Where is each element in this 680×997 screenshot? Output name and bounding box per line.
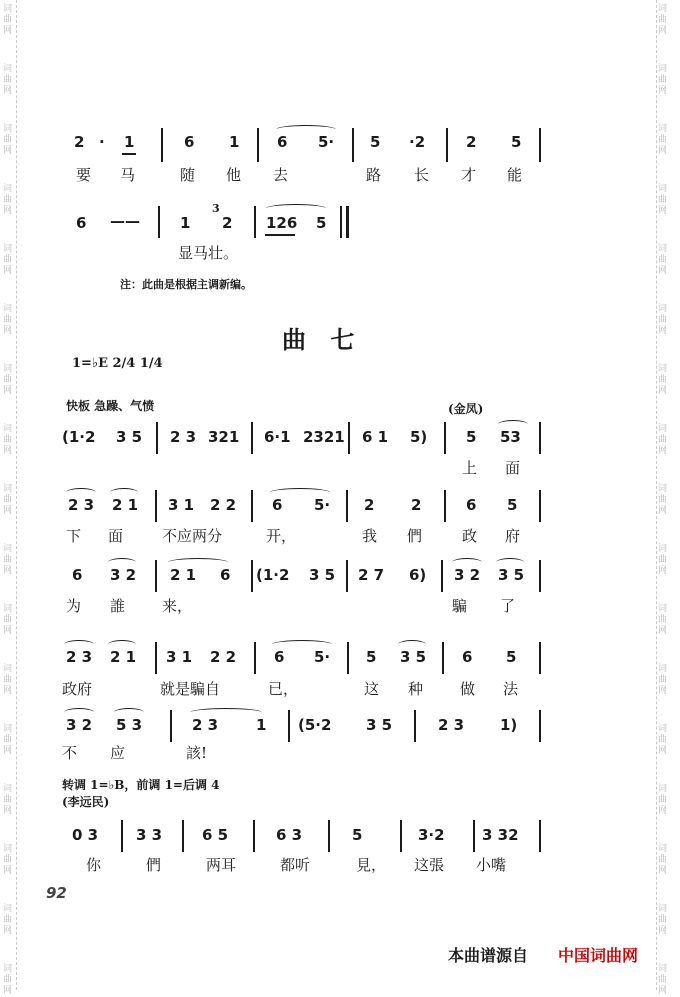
watermark-text: 词 曲 网	[3, 784, 13, 816]
note: 5)	[410, 428, 428, 446]
lyric: 路	[366, 166, 382, 184]
lyric: 面	[505, 459, 521, 477]
note: 53	[500, 428, 521, 446]
note: 3 5	[309, 566, 336, 584]
lyric: 小嘴	[476, 856, 507, 874]
lyric: 长	[414, 166, 430, 184]
note: 6	[72, 566, 83, 584]
note: 3·2	[418, 826, 445, 844]
note: 2 2	[210, 496, 237, 514]
watermark-text: 词 曲 网	[3, 604, 13, 636]
watermark-text: 词 曲 网	[658, 544, 668, 576]
lyric: 誰	[110, 597, 126, 615]
watermark-text: 词 曲 网	[3, 664, 13, 696]
note: 3 5	[366, 716, 393, 734]
lyric: 你	[86, 856, 102, 874]
lyric: 要	[76, 166, 92, 184]
watermark-text: 词 曲 网	[658, 664, 668, 696]
note: 0 3	[72, 826, 99, 844]
note: 6·1	[264, 428, 291, 446]
note: 6	[272, 496, 283, 514]
note: 2 1	[170, 566, 197, 584]
note: 5	[466, 428, 477, 446]
note: 2 3	[170, 428, 197, 446]
note: 3 32	[482, 826, 519, 844]
note: 5	[316, 214, 327, 232]
lyric: 下	[66, 527, 82, 545]
right-watermark-strip	[656, 0, 671, 996]
watermark-text: 词 曲 网	[658, 484, 668, 516]
note: ·	[99, 133, 105, 151]
left-watermark-strip	[2, 0, 17, 996]
watermark-text: 词 曲 网	[3, 544, 13, 576]
watermark-text: 词 曲 网	[658, 604, 668, 636]
lyric: 这	[364, 680, 380, 698]
modulation-note: 转调 1=♭B，前调 1=后调 4	[62, 778, 220, 792]
watermark-text: 词 曲 网	[658, 364, 668, 396]
watermark-text: 词 曲 网	[658, 124, 668, 156]
note: 3 2	[66, 716, 93, 734]
watermark-text: 词 曲 网	[3, 64, 13, 96]
note: 2	[222, 214, 233, 232]
dash: ——	[110, 212, 140, 230]
lyric: 为	[66, 597, 82, 615]
watermark-text: 词 曲 网	[3, 244, 13, 276]
lyric: 才	[461, 166, 477, 184]
lyric: 来，	[162, 597, 193, 615]
note: 5·	[314, 648, 331, 666]
watermark-text: 词 曲 网	[3, 844, 13, 876]
role-label: (金凤)	[448, 402, 484, 416]
note: 6	[274, 648, 285, 666]
watermark-text: 词 曲 网	[3, 184, 13, 216]
note: 2321	[303, 428, 345, 446]
lyric: 該!	[186, 744, 208, 762]
watermark-text: 词 曲 网	[3, 724, 13, 756]
note: (5·2	[298, 716, 332, 734]
note: 2 2	[210, 648, 237, 666]
note: 6 3	[276, 826, 303, 844]
lyric: 騙	[452, 597, 468, 615]
lyric: 面	[108, 527, 124, 545]
lyric: 都听	[280, 856, 311, 874]
song-title: 曲 七	[282, 325, 363, 354]
end-barline	[346, 206, 349, 238]
watermark-text: 词 曲 网	[658, 964, 668, 996]
watermark-text: 词 曲 网	[3, 124, 13, 156]
note: 5	[352, 826, 363, 844]
lyric: 开，	[266, 527, 297, 545]
note: 2	[411, 496, 422, 514]
note: 3 3	[136, 826, 163, 844]
note: 5·	[318, 133, 335, 151]
note: 5	[370, 133, 381, 151]
note: 6	[462, 648, 473, 666]
lyric: 見，	[356, 856, 387, 874]
barline	[257, 128, 259, 162]
watermark-text: 词 曲 网	[658, 424, 668, 456]
watermark-text: 词 曲 网	[658, 844, 668, 876]
lyric: 两耳	[206, 856, 237, 874]
note: 5·	[314, 496, 331, 514]
note: 3 2	[110, 566, 137, 584]
lyric: 种	[408, 680, 424, 698]
watermark-text: 词 曲 网	[658, 724, 668, 756]
barline	[352, 128, 354, 162]
lyric: 不	[62, 744, 78, 762]
lyric: 上	[462, 459, 478, 477]
lyric: 能	[507, 166, 523, 184]
barline	[539, 128, 541, 162]
note: 2 1	[112, 496, 139, 514]
watermark-text: 词 曲 网	[3, 304, 13, 336]
note: 5	[506, 648, 517, 666]
note: 2 3	[66, 648, 93, 666]
site-link[interactable]: 中国词曲网	[558, 946, 639, 965]
lyric: 这張	[414, 856, 445, 874]
note: 5	[507, 496, 518, 514]
lyric: 政府	[62, 680, 93, 698]
watermark-text: 词 曲 网	[658, 304, 668, 336]
key-signature: 1=♭E 2/4 1/4	[72, 356, 163, 371]
note: 321	[208, 428, 240, 446]
lyric: 马	[120, 166, 136, 184]
note: ·2	[409, 133, 426, 151]
note: 6	[466, 496, 477, 514]
watermark-text: 词 曲 网	[3, 364, 13, 396]
note: 6)	[409, 566, 427, 584]
note: 1	[124, 133, 135, 151]
lyric: 我	[362, 527, 378, 545]
barline	[340, 206, 342, 238]
note: 3 5	[400, 648, 427, 666]
note: 5 3	[116, 716, 143, 734]
note: 6	[184, 133, 195, 151]
lyric: 們	[146, 856, 162, 874]
note: 5	[366, 648, 377, 666]
note: 6	[76, 214, 87, 232]
note: 3 5	[498, 566, 525, 584]
source-label: 本曲谱源自	[448, 946, 529, 965]
note: 2	[74, 133, 85, 151]
watermark-text: 词 曲 网	[658, 4, 668, 36]
lyric: 他	[226, 166, 242, 184]
watermark-text: 词 曲 网	[3, 904, 13, 936]
note: 2	[364, 496, 375, 514]
note: (1·2	[62, 428, 96, 446]
grace-note: 3	[212, 202, 220, 215]
watermark-text: 词 曲 网	[658, 64, 668, 96]
watermark-text: 词 曲 网	[658, 244, 668, 276]
lyric: 政	[462, 527, 478, 545]
footnote: 注：此曲是根据主调新编。	[120, 278, 252, 291]
note: 3 1	[168, 496, 195, 514]
lyric: 应	[110, 744, 126, 762]
note: 6	[277, 133, 288, 151]
note: 2 3	[192, 716, 219, 734]
note: 2 3	[68, 496, 95, 514]
watermark-text: 词 曲 网	[3, 424, 13, 456]
note: (1·2	[256, 566, 290, 584]
note: 6 5	[202, 826, 229, 844]
barline	[254, 206, 256, 238]
role-label: (李远民)	[62, 795, 110, 809]
watermark-text: 词 曲 网	[658, 784, 668, 816]
note: 2	[466, 133, 477, 151]
note: 2 7	[358, 566, 385, 584]
note: 6	[220, 566, 231, 584]
barline	[161, 128, 163, 162]
lyric: 了	[500, 597, 516, 615]
watermark-text: 词 曲 网	[658, 904, 668, 936]
lyric: 府	[505, 527, 521, 545]
note: 1	[180, 214, 191, 232]
barline	[446, 128, 448, 162]
note: 2 1	[110, 648, 137, 666]
watermark-text: 词 曲 网	[3, 4, 13, 36]
note: 6 1	[362, 428, 389, 446]
page-number: 92	[46, 884, 67, 902]
note: 126	[266, 214, 298, 232]
lyric: 随	[180, 166, 196, 184]
note: 3 5	[116, 428, 143, 446]
note: 2 3	[438, 716, 465, 734]
lyric: 不应两分	[162, 527, 223, 545]
watermark-text: 词 曲 网	[3, 484, 13, 516]
note: 1	[256, 716, 267, 734]
lyric: 法	[503, 680, 519, 698]
barline	[158, 206, 160, 238]
lyric: 已，	[268, 680, 299, 698]
lyric: 去	[273, 166, 289, 184]
watermark-text: 词 曲 网	[658, 184, 668, 216]
lyric: 們	[407, 527, 423, 545]
note: 5	[511, 133, 522, 151]
note: 1)	[500, 716, 518, 734]
lyric: 显马壮。	[178, 244, 239, 262]
tempo-marking: 快板 急躁、气愤	[66, 399, 155, 413]
watermark-text: 词 曲 网	[3, 964, 13, 996]
lyric: 做	[460, 680, 476, 698]
note: 3 1	[166, 648, 193, 666]
note: 3 2	[454, 566, 481, 584]
note: 1	[229, 133, 240, 151]
lyric: 就是騙自	[160, 680, 221, 698]
